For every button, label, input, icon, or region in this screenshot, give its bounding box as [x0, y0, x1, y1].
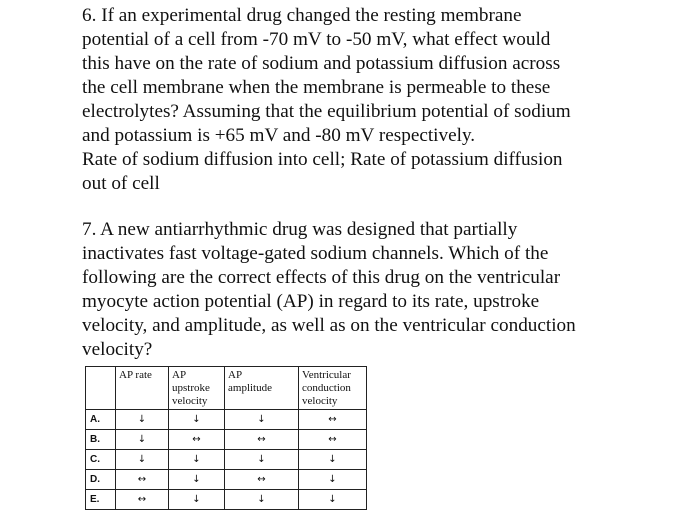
upstroke-velocity-arrow: ↓	[169, 470, 225, 490]
question-6-line: and potassium is +65 mV and -80 mV respectively.	[82, 125, 476, 146]
table-row	[86, 470, 367, 490]
conduction-velocity-arrow: ↓	[299, 490, 367, 510]
amplitude-arrow: ↓	[225, 490, 299, 510]
option-label: D.	[86, 470, 116, 490]
table-header-row	[86, 367, 367, 410]
header-text: velocity	[172, 395, 208, 407]
conduction-velocity-arrow: ↓	[299, 470, 367, 490]
amplitude-arrow: ↓	[225, 450, 299, 470]
header-ap-amplitude	[225, 367, 299, 410]
amplitude-arrow: ↓	[225, 410, 299, 430]
amplitude-arrow: ↔	[225, 430, 299, 450]
table-row	[86, 490, 367, 510]
question-6-line: out of cell	[82, 173, 160, 194]
question-6	[82, 4, 682, 196]
conduction-velocity-arrow: ↔	[299, 430, 367, 450]
amplitude-arrow: ↔	[225, 470, 299, 490]
upstroke-velocity-arrow: ↔	[169, 430, 225, 450]
question-7-line: myocyte action potential (AP) in regard to its rate, upstroke	[82, 291, 540, 312]
option-label: C.	[86, 450, 116, 470]
header-text: AP rate	[119, 369, 152, 381]
ap-rate-arrow: ↓	[116, 430, 169, 450]
option-label: B.	[86, 430, 116, 450]
ap-rate-arrow: ↔	[116, 470, 169, 490]
ap-rate-arrow: ↓	[116, 450, 169, 470]
upstroke-velocity-arrow: ↓	[169, 450, 225, 470]
header-text: velocity	[302, 395, 338, 407]
question-6-line: this have on the rate of sodium and potassium diffusion across	[82, 53, 561, 74]
header-ap-upstroke-velocity	[169, 367, 225, 410]
question-6-line: Rate of sodium diffusion into cell; Rate of potassium diffusion	[82, 149, 563, 170]
table-row	[86, 450, 367, 470]
question-7-line: 7. A new antiarrhythmic drug was designed that partially	[82, 219, 518, 240]
header-ventricular-conduction-velocity	[299, 367, 367, 410]
conduction-velocity-arrow: ↔	[299, 410, 367, 430]
header-text: AP	[172, 369, 187, 381]
question-7-line: velocity?	[82, 339, 153, 360]
question-6-line: 6. If an experimental drug changed the resting membrane	[82, 5, 522, 26]
header-ap-rate	[116, 367, 169, 410]
upstroke-velocity-arrow: ↓	[169, 410, 225, 430]
header-corner-cell	[86, 367, 116, 410]
header-text: conduction	[302, 382, 351, 394]
upstroke-velocity-arrow: ↓	[169, 490, 225, 510]
question-7-line: inactivates fast voltage-gated sodium channels. Which of the	[82, 243, 549, 264]
option-label: E.	[86, 490, 116, 510]
header-text: AP	[228, 369, 243, 381]
header-text: upstroke	[172, 382, 210, 394]
header-text: Ventricular	[302, 369, 351, 381]
answer-options-table	[85, 366, 367, 510]
question-7-line: following are the correct effects of this drug on the ventricular	[82, 267, 561, 288]
question-7	[82, 218, 682, 362]
conduction-velocity-arrow: ↓	[299, 450, 367, 470]
table-row	[86, 410, 367, 430]
table-row	[86, 430, 367, 450]
header-text: amplitude	[228, 382, 272, 394]
ap-rate-arrow: ↓	[116, 410, 169, 430]
question-7-line: velocity, and amplitude, as well as on the ventricular conduction	[82, 315, 576, 336]
question-6-line: the cell membrane when the membrane is permeable to these	[82, 77, 551, 98]
option-label: A.	[86, 410, 116, 430]
question-6-line: potential of a cell from -70 mV to -50 mV, what effect would	[82, 29, 551, 50]
question-6-line: electrolytes? Assuming that the equilibrium potential of sodium	[82, 101, 571, 122]
ap-rate-arrow: ↔	[116, 490, 169, 510]
